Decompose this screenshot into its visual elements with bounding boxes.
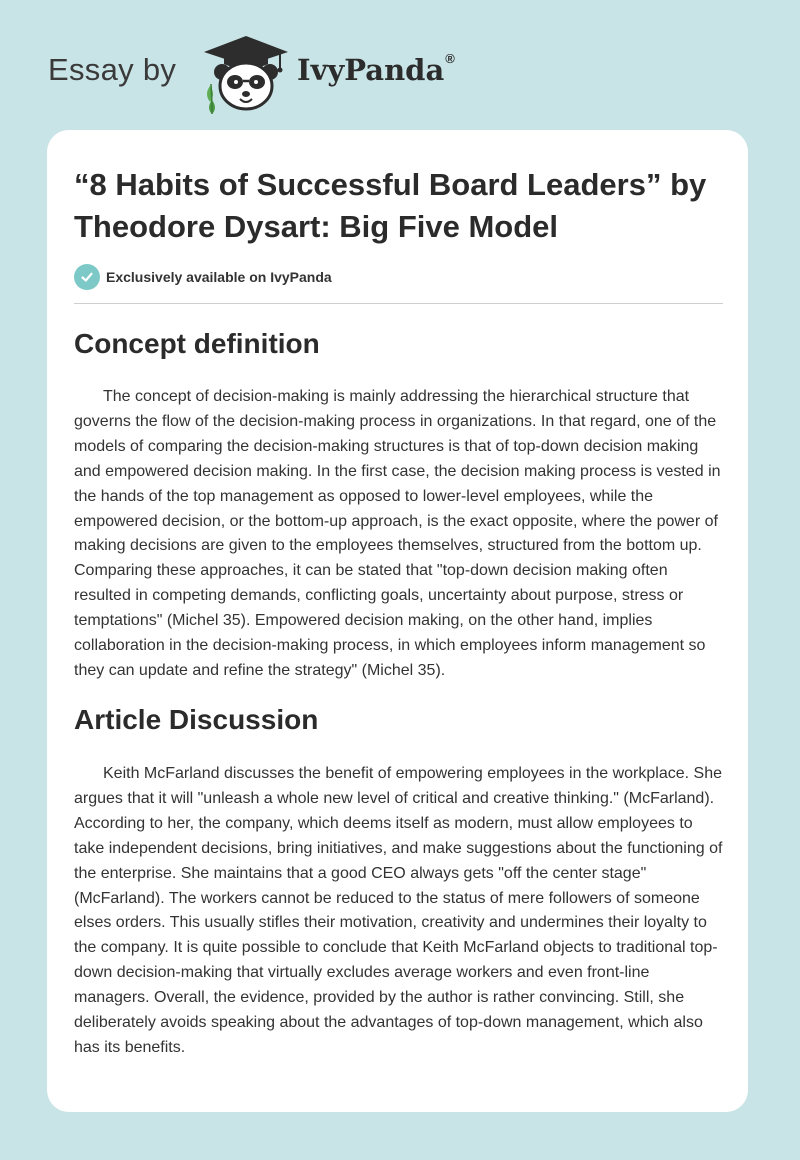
brand-name-text: IvyPanda (297, 53, 445, 87)
section-paragraph-concept-definition: The concept of decision-making is mainly addressing the hierarchical structure that governs the flow of the decision-making process in organizations. In that regard, one of the models of comparing the decision-making structures is that of top-down decision making and empowered decision making. In the first case, the decision making process is vested in the hands of the top management as opposed to lower-level employees, while the empowered decision, or the bottom-up approach, is the exact opposite, where the power of making decisions are given to the employees themselves, structured from the bottom up. Comparing these approaches, it can be stated that "top-down decision making often resulted in competing demands, conflicting goals, uncertainty about purpose, stress or temptations" (Michel 35). Empowered decision making, on the other hand, implies collaboration in the decision-making process, in which employees inform management so they can update and refine the strategy" (Michel 35). (74, 388, 721, 679)
section-heading-concept-definition: Concept definition (74, 328, 320, 359)
exclusive-label: Exclusively available on IvyPanda (106, 269, 332, 285)
section-paragraph-article-discussion: Keith McFarland discusses the benefit of empowering employees in the workplace. She argues that it will "unleash a whole new level of critical and creative thinking." (McFarland). According to her, the company, which deems itself as modern, must allow employees to take independent decisions, bring initiatives, and make suggestions about the functioning of the enterprise. She maintains that a good CEO always gets "off the center stage" (McFarland). The workers cannot be reduced to the status of mere followers of someone elses orders. This usually stifles their motivation, creativity and undermines their loyalty to the company. It is quite possible to conclude that Keith McFarland objects to traditional top-down decision-making that virtually excludes average workers and even front-line managers. Overall, the evidence, provided by the author is rather convincing. Still, she deliberately avoids speaking about the advantages of top-down management, which also has its benefits. (74, 765, 723, 1056)
check-circle-icon (74, 264, 100, 290)
essay-by-label: Essay by (48, 52, 177, 87)
panda-graduate-icon[interactable] (200, 34, 292, 114)
registered-mark: ® (445, 51, 455, 66)
brand-name[interactable] (297, 53, 455, 87)
site-header (0, 0, 800, 130)
essay-title: “8 Habits of Successful Board Leaders” by Theodore Dysart: Big Five Model (74, 167, 707, 244)
essay-card (47, 130, 748, 1112)
divider (74, 303, 723, 304)
section-heading-article-discussion: Article Discussion (74, 704, 319, 735)
exclusive-badge (74, 264, 332, 290)
